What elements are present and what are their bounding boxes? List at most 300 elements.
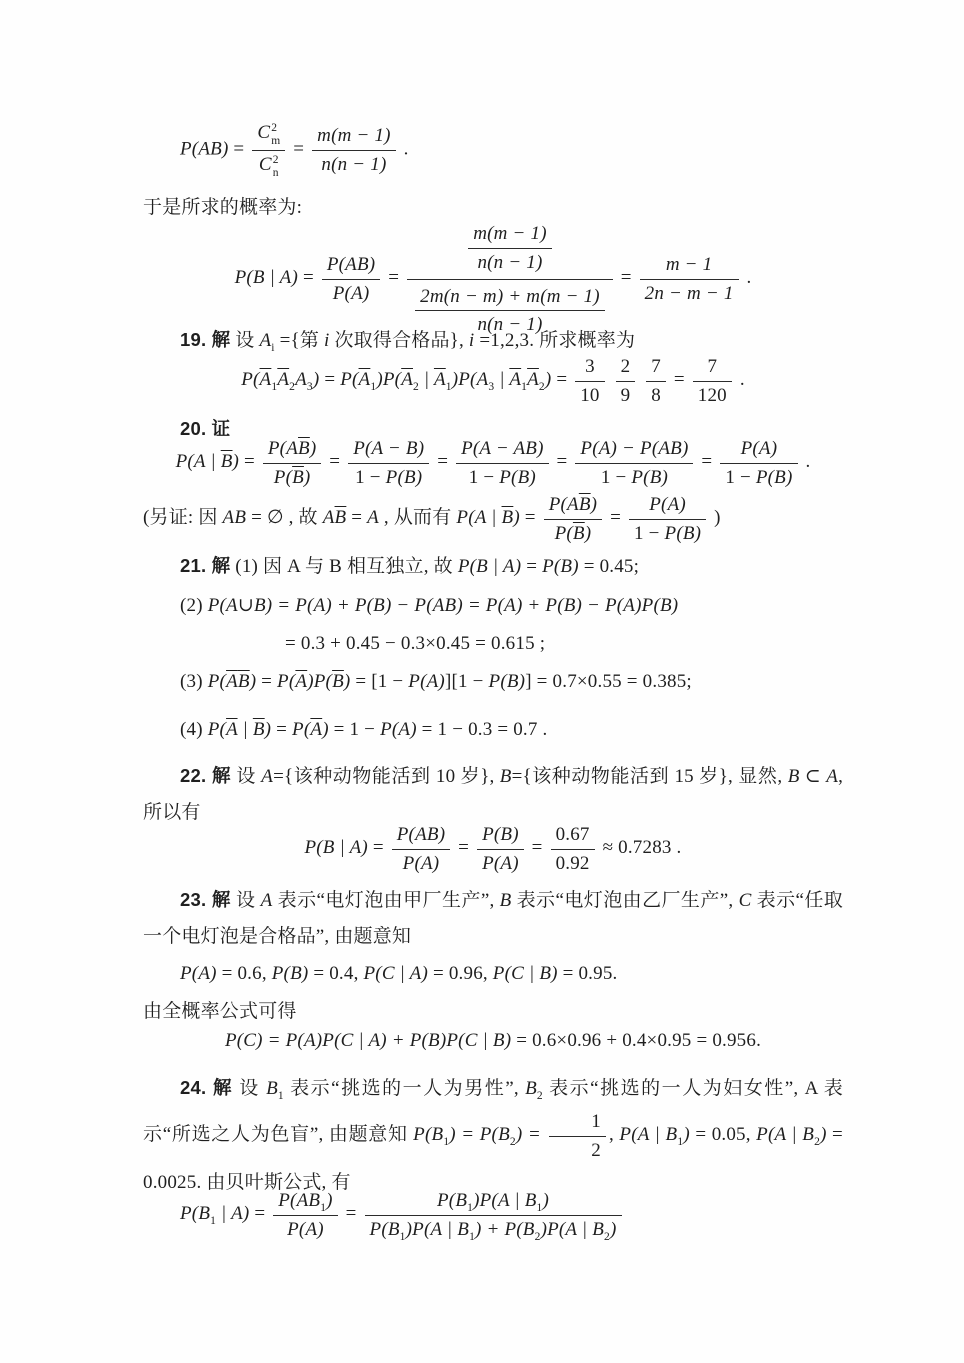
fraction xyxy=(312,123,396,177)
math-run: $\overline{A}$ xyxy=(527,369,539,391)
math-run: P( xyxy=(273,466,293,488)
math-run: )P(A | B xyxy=(405,1218,470,1240)
text-run: = xyxy=(256,671,278,692)
math-run: $\overline{A}$ xyxy=(358,369,371,391)
math-run: 2n − m − 1 xyxy=(644,282,734,304)
text-run: = xyxy=(340,1203,362,1225)
math-run: ) xyxy=(303,466,311,488)
math-run: ) = $P(B_2$ xyxy=(449,1124,516,1148)
text-run: = 0.4, xyxy=(308,963,364,984)
text-run: ] = 0.7×0.55 = 0.385; xyxy=(525,671,692,692)
text-run: 设 xyxy=(230,890,261,911)
text-run: = [1 − xyxy=(350,671,409,692)
text-run: 1 − xyxy=(468,466,500,488)
text-run: = xyxy=(668,369,690,391)
math-run: C xyxy=(258,153,272,175)
math-run: P(B) xyxy=(385,466,423,488)
text-run: 20. 证 xyxy=(180,418,231,439)
fraction-numerator xyxy=(640,252,739,280)
math-run: P(AB) xyxy=(396,824,446,845)
math-run: $\overline{A}_1$ xyxy=(509,369,528,393)
text-run: , 从而有 xyxy=(378,507,457,529)
math-run: P(B xyxy=(369,1218,400,1240)
math-run: n(n − 1) xyxy=(477,314,543,336)
fraction xyxy=(646,354,666,408)
fraction xyxy=(549,1109,606,1163)
math-run: P(A) xyxy=(649,494,686,515)
math-run: ) xyxy=(322,719,329,740)
text-line xyxy=(285,626,843,662)
text-run: = xyxy=(383,266,405,288)
math-run: P(B xyxy=(413,1124,444,1146)
math-run: $\overline{A}_2$ xyxy=(277,369,296,393)
fraction-denominator xyxy=(551,850,595,876)
math-run: ) xyxy=(590,494,598,515)
text-run: = 0.45; xyxy=(578,556,640,577)
text-run: 3 xyxy=(585,356,595,377)
math-run: P(B | A) xyxy=(234,266,299,288)
text-run: . xyxy=(734,369,745,391)
text-run: 表示“挑选的一人为妇女性”, A 表示“所选之人为色盲”, 由题意知 xyxy=(143,1078,843,1146)
math-run xyxy=(258,153,279,179)
fraction xyxy=(263,436,321,490)
math-run: P(A) xyxy=(740,438,778,459)
fraction xyxy=(575,436,693,490)
text-run: . xyxy=(398,138,409,160)
text-run: (4) xyxy=(180,719,208,740)
text-run: = 0.6×0.96 + 0.4×0.95 = 0.956. xyxy=(511,1030,762,1051)
fraction xyxy=(348,436,429,490)
math-run: $\overline{A}$ xyxy=(259,369,272,391)
math-run: $\overline{A}$ xyxy=(433,369,446,391)
math-run: $A_3$ xyxy=(295,369,313,393)
text-run: = 0.95. xyxy=(557,963,618,984)
text-run: (3) xyxy=(180,671,208,692)
math-run: $B_1$ xyxy=(266,1078,284,1102)
math-run: ) xyxy=(326,1190,333,1211)
fraction-denominator xyxy=(693,382,732,408)
math-run: P(B) xyxy=(664,522,702,544)
math-run: $P(B_1$ xyxy=(369,1218,406,1243)
text-line xyxy=(143,664,843,700)
fraction-numerator xyxy=(468,221,552,249)
math-run: ) = P(B xyxy=(449,1124,510,1146)
math-run: AB xyxy=(222,507,247,529)
fraction-numerator xyxy=(693,354,732,382)
text-run: 由全概率公式可得 xyxy=(143,1001,297,1022)
text-run: 次取得合格品}, xyxy=(329,330,469,351)
math-run: $\overline{B}$ xyxy=(292,466,304,488)
math-run: B xyxy=(499,766,512,787)
text-run: = xyxy=(605,507,626,529)
document-content xyxy=(143,0,843,1363)
math-run: $\overline{B}$ xyxy=(578,494,591,515)
math-run: P( xyxy=(277,671,296,692)
math-run: P(A) xyxy=(482,852,519,874)
math-run: 2m(n − m) + m(m − 1) xyxy=(420,285,600,307)
math-run: ) xyxy=(249,671,257,692)
math-run: ) xyxy=(609,1218,617,1240)
math-run: P(B | A) xyxy=(304,837,368,859)
fraction-denominator xyxy=(312,151,396,177)
math-run: )P(A | B xyxy=(473,1190,537,1211)
fraction-denominator xyxy=(575,382,604,408)
math-run: )P( xyxy=(307,671,333,692)
text-run: (1) 因 A 与 B 相互独立, 故 xyxy=(230,556,458,577)
fraction-denominator xyxy=(322,280,380,306)
text-run: 1 − xyxy=(725,466,756,488)
math-run: P(A − AB) xyxy=(461,438,544,459)
math-run: C xyxy=(738,890,752,911)
math-run: B xyxy=(499,890,512,911)
fraction-numerator xyxy=(616,354,636,382)
text-run: =1,2,3. 所求概率为 xyxy=(474,330,636,351)
math-run: P(A xyxy=(267,438,299,459)
text-run: 1 − xyxy=(600,466,632,488)
math-run: )P(A | $B_2$ xyxy=(540,1218,610,1243)
math-run: $\overline{A}_1$ xyxy=(433,369,452,393)
text-run: 表示“电灯泡由乙厂生产”, xyxy=(511,890,739,911)
fraction-numerator xyxy=(629,492,706,520)
text-run: = xyxy=(615,266,637,288)
text-run: = 1 − 0.3 = 0.7 . xyxy=(416,719,548,740)
display-formula xyxy=(180,118,843,182)
math-run: $\overline{A}_1$ xyxy=(259,369,278,393)
math-run: $\overline{A}$ xyxy=(277,369,290,391)
fraction-numerator xyxy=(456,436,549,464)
text-run: = xyxy=(324,451,346,473)
math-run: $\overline{A}$ xyxy=(226,671,238,692)
text-run: 设 xyxy=(230,330,260,351)
display-formula xyxy=(180,1186,843,1244)
text-run: 8 xyxy=(651,384,661,406)
math-run: ) xyxy=(820,1124,827,1146)
text-run: = xyxy=(551,369,573,391)
math-run: P(A) xyxy=(380,719,417,740)
math-run: P(C | A) xyxy=(363,963,429,984)
math-run: $\overline{A}$ xyxy=(295,671,308,692)
fraction xyxy=(693,354,732,408)
text-run: 19. 解 xyxy=(180,329,231,350)
text-run: 表示“任取一个电灯泡是合格品”, 由题意知 xyxy=(143,890,844,947)
fraction-numerator xyxy=(263,436,321,464)
math-run: | xyxy=(494,369,510,391)
fraction xyxy=(252,120,285,180)
math-run: P(B) xyxy=(271,963,309,984)
fraction-numerator xyxy=(252,120,285,151)
math-run: A xyxy=(476,369,489,391)
text-run: = xyxy=(367,837,389,859)
text-run: 于是所求的概率为: xyxy=(143,197,303,218)
text-line xyxy=(143,1070,843,1201)
text-run: 22. 解 xyxy=(180,765,232,786)
display-formula xyxy=(143,352,843,410)
math-run: P(A − B) xyxy=(353,438,425,459)
fraction-denominator xyxy=(392,850,450,876)
math-run: P(B) xyxy=(755,466,793,488)
fraction-numerator xyxy=(646,354,666,382)
fraction-denominator xyxy=(348,464,429,490)
math-run: $\overline{B}$ xyxy=(298,438,310,459)
math-run: ) xyxy=(513,507,520,529)
math-run: P(A | $B_2$ xyxy=(756,1124,821,1148)
math-run: P(B xyxy=(180,1203,211,1225)
text-run: 设 xyxy=(233,1078,267,1099)
fraction-numerator xyxy=(348,436,429,464)
math-run: ) xyxy=(264,719,272,740)
math-run: )P( xyxy=(451,369,477,391)
fraction-denominator xyxy=(575,464,693,490)
math-run: P(AB xyxy=(278,1190,321,1211)
fraction-denominator xyxy=(544,520,602,546)
text-run: 0.67 xyxy=(555,824,590,845)
text-run: = xyxy=(521,556,543,577)
math-run: i xyxy=(468,330,475,351)
text-run: = xyxy=(519,507,541,529)
math-run: P(AB) xyxy=(326,253,376,275)
text-run: 表示“挑选的一人为男性”, xyxy=(283,1078,526,1099)
math-run: $B_2$ xyxy=(525,1078,543,1102)
text-run: . xyxy=(800,451,811,473)
text-run: = xyxy=(696,451,718,473)
display-formula xyxy=(143,820,843,878)
text-line xyxy=(143,712,843,748)
text-run: = 1 − xyxy=(328,719,381,740)
text-run: ) xyxy=(709,507,721,529)
math-run: $\overline{A}_1$ xyxy=(358,369,377,393)
math-run: P(B) xyxy=(488,671,526,692)
text-run: 10 xyxy=(580,384,600,406)
math-run: )P(A | $B_1$ xyxy=(405,1218,476,1243)
math-run: P( xyxy=(207,719,227,740)
math-run: ) xyxy=(312,369,320,391)
math-run: ) + $P(B_2$ xyxy=(475,1218,541,1243)
math-run: $P(B_1$ xyxy=(413,1124,450,1148)
math-run: A xyxy=(259,330,272,351)
fraction xyxy=(720,436,797,490)
sub-sup-stack: 2 n xyxy=(272,153,279,179)
math-run: P(A) xyxy=(180,963,217,984)
fraction xyxy=(456,436,549,490)
math-run: P(A) xyxy=(402,852,440,874)
text-run: = xyxy=(249,1203,271,1225)
text-line xyxy=(143,882,843,955)
fraction xyxy=(365,1188,622,1242)
math-run: C xyxy=(257,122,271,143)
fraction-denominator xyxy=(629,520,706,546)
text-run: = xyxy=(319,369,341,391)
math-run: )P(A | B xyxy=(540,1218,605,1240)
text-run: 设 xyxy=(231,766,262,787)
display-formula xyxy=(143,434,843,492)
math-run: $\overline{A}$ xyxy=(401,369,413,391)
text-run: = xyxy=(432,451,454,473)
text-run xyxy=(638,369,643,390)
math-run: $\overline{B}$ xyxy=(572,522,585,544)
math-run: $P(B_1$ xyxy=(180,1203,217,1227)
fraction-denominator xyxy=(720,464,797,490)
text-run: ={该种动物能活到 10 岁}, xyxy=(273,766,500,787)
text-run: = 0.3 + 0.45 − 0.3×0.45 = 0.615 ; xyxy=(285,633,546,654)
text-run: , xyxy=(609,1124,620,1146)
text-run: ={该种动物能活到 15 岁}, 显然, xyxy=(511,766,788,787)
text-run: = xyxy=(453,837,475,859)
math-run: $P(AB_1$ xyxy=(278,1190,327,1214)
math-run: A xyxy=(295,369,307,391)
math-run: ) = xyxy=(515,1124,547,1146)
text-run: 1 xyxy=(591,1111,601,1132)
fraction xyxy=(544,492,602,546)
math-run: $A_i$ xyxy=(259,330,275,354)
fraction xyxy=(616,354,636,408)
text-run xyxy=(608,369,613,390)
math-run: m(m − 1) xyxy=(473,223,547,244)
math-run: B xyxy=(525,1078,537,1099)
display-formula xyxy=(143,1026,843,1056)
math-run: $\overline{A}$ xyxy=(509,369,522,391)
math-run: ) xyxy=(343,671,351,692)
math-run: P(C) = P(A)P(C | A) + P(B)P(C | B) xyxy=(224,1030,512,1051)
math-run: P( xyxy=(340,369,359,391)
math-run: ) xyxy=(544,369,552,391)
fraction-denominator xyxy=(646,382,666,408)
math-run: A xyxy=(261,766,274,787)
fraction-numerator xyxy=(415,284,605,312)
text-run: 9 xyxy=(620,384,631,406)
math-run: $\overline{B}$ xyxy=(332,671,344,692)
math-run: P(B) xyxy=(499,466,536,488)
text-run: , 所以有 xyxy=(143,766,844,823)
fraction-numerator xyxy=(407,218,613,280)
math-run: | A) xyxy=(216,1203,250,1225)
math-run: | xyxy=(418,369,434,391)
text-run: 1 − xyxy=(355,466,386,488)
text-run: = xyxy=(271,719,293,740)
text-line xyxy=(143,956,843,992)
math-run: )P( xyxy=(376,369,402,391)
fraction-numerator xyxy=(322,252,380,280)
fraction xyxy=(575,354,604,408)
math-run: P(A | xyxy=(175,451,221,473)
text-line xyxy=(143,588,843,624)
math-run: P(A∪B) = P(A) + P(B) − P(AB) = P(A) + P(B) − P(A)P(B) xyxy=(207,595,679,616)
fraction-numerator xyxy=(477,822,524,850)
math-run: P(B) xyxy=(542,556,579,577)
math-run: P(A) xyxy=(287,1218,324,1240)
math-run: m(m − 1) xyxy=(317,125,391,147)
math-run: P(A | B xyxy=(756,1124,815,1146)
text-run: 0.92 xyxy=(555,852,590,874)
fraction xyxy=(629,492,706,546)
math-run: P(B xyxy=(436,1190,468,1211)
math-run: P( xyxy=(207,671,227,692)
text-run: (另证: 因 xyxy=(143,507,223,529)
text-run: = ∅ , 故 xyxy=(246,507,323,529)
math-run: ) xyxy=(232,451,240,473)
fraction-denominator xyxy=(468,249,552,275)
text-run: = xyxy=(228,138,250,160)
text-run: 24. 解 xyxy=(180,1077,233,1098)
text-run: 21. 解 xyxy=(180,555,231,576)
math-run: ) xyxy=(542,1190,550,1211)
fraction-denominator xyxy=(365,1216,622,1242)
text-run: 7 xyxy=(707,356,718,377)
math-run: $A_3$ xyxy=(476,369,495,393)
text-run: 2 xyxy=(591,1139,601,1161)
math-run: m − 1 xyxy=(665,253,713,275)
math-run: A xyxy=(260,890,273,911)
fraction xyxy=(640,252,739,306)
fraction-numerator xyxy=(312,123,396,151)
text-run: ][1 − xyxy=(444,671,489,692)
fraction-denominator xyxy=(273,1216,337,1242)
sub-sup-stack: 2 m xyxy=(271,121,281,147)
text-run: . xyxy=(741,266,752,288)
math-run: B xyxy=(787,766,800,787)
math-run: $\overline{A}_2$ xyxy=(527,369,545,393)
fraction-numerator xyxy=(720,436,797,464)
text-line xyxy=(143,490,843,548)
math-run: P(B) xyxy=(482,824,519,845)
math-run: n(n − 1) xyxy=(477,251,543,273)
fraction xyxy=(551,822,595,876)
math-run: $\overline{B}$ xyxy=(252,719,265,740)
math-run: P(A | B xyxy=(619,1124,678,1146)
math-run: $\overline{B}$ xyxy=(501,507,514,529)
fraction-numerator xyxy=(549,1109,606,1137)
text-line xyxy=(143,994,843,1030)
math-run: P(C | B) xyxy=(492,963,558,984)
text-run: = 0.0025. 由贝叶斯公式, 有 xyxy=(143,1124,843,1193)
math-run: $\overline{A}$ xyxy=(226,719,238,740)
text-run: = 0.6, xyxy=(216,963,272,984)
math-run: i xyxy=(324,330,330,351)
fraction-numerator xyxy=(273,1188,337,1216)
text-run: = xyxy=(526,837,548,859)
fraction xyxy=(407,218,613,339)
fraction-denominator xyxy=(456,464,549,490)
fraction xyxy=(273,1188,337,1242)
fraction-numerator xyxy=(392,822,450,850)
fraction-denominator xyxy=(616,382,636,408)
math-run: P( xyxy=(241,369,260,391)
fraction-denominator xyxy=(640,280,739,306)
math-run: $\overline{B}$ xyxy=(334,507,347,529)
math-run: $P(B_1$ xyxy=(436,1190,474,1214)
fraction-numerator xyxy=(551,822,595,850)
math-run: P(A) xyxy=(408,671,445,692)
math-run xyxy=(257,121,281,147)
math-run: P(A) xyxy=(332,282,370,304)
text-run: = 0.96, xyxy=(428,963,493,984)
text-run: = xyxy=(346,507,368,529)
text-run: 7 xyxy=(651,356,661,377)
fraction xyxy=(477,822,524,876)
text-run: = 0.05, xyxy=(689,1124,757,1146)
fraction-denominator xyxy=(263,464,321,490)
fraction-numerator xyxy=(575,354,604,382)
math-run: ) xyxy=(309,438,317,459)
fraction-denominator xyxy=(549,1137,606,1163)
text-run: (2) xyxy=(180,595,208,616)
math-run: $\overline{A}$ xyxy=(310,719,323,740)
math-run: P(AB) xyxy=(180,138,229,160)
text-run: = xyxy=(298,266,319,288)
fraction-denominator xyxy=(252,151,285,180)
math-run: $\overline{B}$ xyxy=(237,671,250,692)
math-run: ) xyxy=(683,1124,690,1146)
text-run: = xyxy=(288,138,310,160)
